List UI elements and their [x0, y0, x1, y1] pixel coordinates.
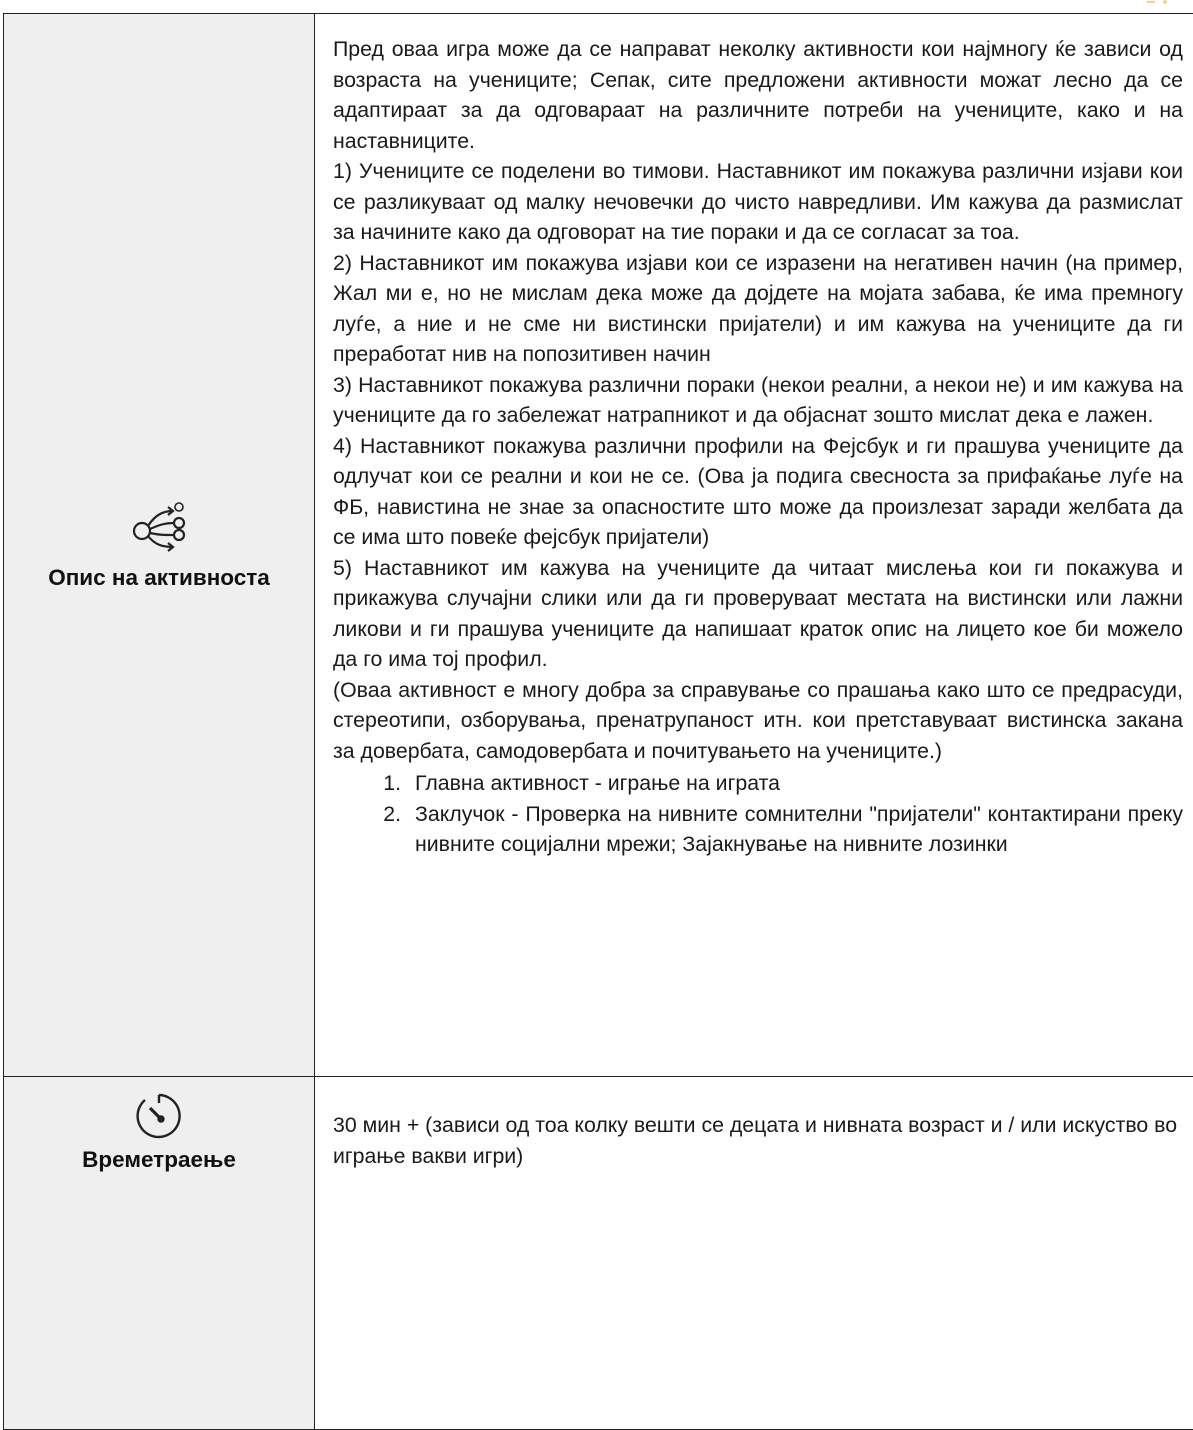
description-label: Опис на активноста	[48, 564, 270, 590]
list-item: 1. Главна активност - играње на играта	[383, 771, 780, 795]
duration-text: 30 мин + (зависи од тоа колку вешти се децата и нивната возраст и / или искуство во играње вакви игри)	[333, 1113, 1178, 1168]
step-4: 4) Наставникот покажува различни профили на Фејсбук и ги прашува учениците да одлучат кои се реални и кои не се. (Ова ја подига свесноста за прифаќање луѓе на ФБ, навистина не знае за опасностите што може да произлезат заради желбата да се има што повеќе фејсбук пријатели)	[333, 433, 1183, 549]
duration-row	[4, 1077, 1193, 1430]
branching-flow-icon	[129, 499, 189, 559]
numbered-list	[333, 768, 1183, 860]
duration-label-cell	[4, 1077, 315, 1430]
duration-content	[315, 1077, 1193, 1430]
step-2: 2) Наставникот им покажува изјави кои се изразени на негативен начин (на пример, Жал ми е, но не мислам дека може да дојдете на мојата забава, ќе има премногу луѓе, а ние и не сме ни вистински пријатели) и им кажува на учениците да ги преработат нив на попозитивен начин	[333, 250, 1183, 366]
intro-paragraph: Пред оваа игра може да се направат неколку активности кои најмногу ќе зависи од возраста на учениците; Сепак, сите предложени активности можат лесно да се адаптираат за да одговараат на различните потреби на учениците, како и на наставниците.	[333, 37, 1183, 153]
description-row	[4, 14, 1193, 1077]
description-label-cell	[4, 14, 315, 1077]
step-1: 1) Учениците се поделени во тимови. Наставникот им покажува различни изјави кои се разликуваат од малку нечовечки до чисто навредливи. Им кажува да размислат за начините како да одговорат на тие пораки и да се согласат за тоа.	[333, 159, 1183, 244]
corner-decoration	[1145, 0, 1185, 8]
step-5: 5) Наставникот им кажува на учениците да читаат мислења кои ги покажува и прикажува случајни слики или да ги проверуваат местата на вистински или лажни ликови и ги прашува учениците да напишаат краток опис на лицето кое би можело да го има тој профил.	[333, 555, 1183, 671]
note-paragraph: (Оваа активност е многу добра за справување со прашања како што се предрасуди, стереотипи, озборувања, пренатрупаност итн. кои претставуваат вистинска закана за довербата, самодовербата и почитувањето на учениците.)	[333, 677, 1183, 763]
activity-table	[3, 13, 1193, 1430]
step-3: 3) Наставникот покажува различни пораки (некои реални, а некои не) и им кажува на учениците да го забележат натрапникот и да објаснат зошто мислат дека е лажен.	[333, 372, 1183, 427]
duration-label: Времетраење	[82, 1147, 236, 1172]
description-content	[315, 14, 1193, 1077]
timer-icon	[134, 1091, 184, 1141]
list-item: 2. Заклучок - Проверка на нивните сомнителни "пријатели" контактирани преку нивните социјални мрежи; Зајакнување на нивните лозинки	[383, 801, 1183, 856]
